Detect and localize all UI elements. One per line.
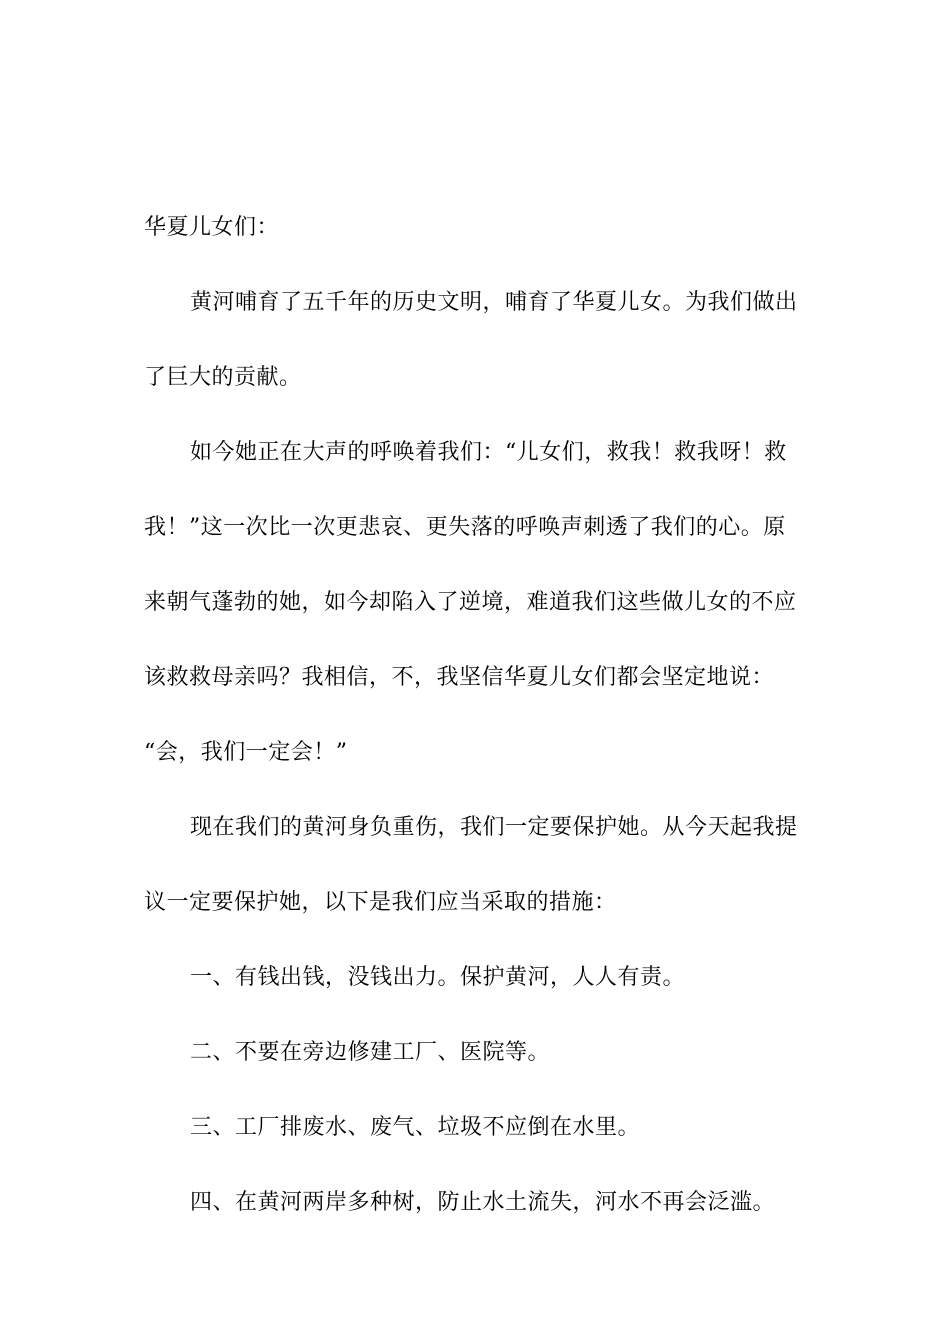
salutation-line: 华夏儿女们： (144, 215, 280, 240)
paragraph-line: 了巨大的贡献。 (144, 365, 302, 390)
list-item-3: 三、工厂排废水、废气、垃圾不应倒在水里。 (190, 1115, 641, 1140)
paragraph-line: “会，我们一定会！” (144, 740, 348, 765)
paragraph-line: 我！”这一次比一次更悲哀、更失落的呼唤声刺透了我们的心。原 (144, 515, 786, 540)
list-item-2: 二、不要在旁边修建工厂、医院等。 (190, 1040, 551, 1065)
list-item-1: 一、有钱出钱，没钱出力。保护黄河，人人有责。 (190, 965, 686, 990)
paragraph-line: 现在我们的黄河身负重伤，我们一定要保护她。从今天起我提 (190, 815, 798, 840)
paragraph-line: 议一定要保护她，以下是我们应当采取的措施： (144, 890, 617, 915)
paragraph-line: 该救救母亲吗？我相信，不，我坚信华夏儿女们都会坚定地说： (144, 665, 775, 690)
paragraph-line: 如今她正在大声的呼唤着我们：“儿女们，救我！救我呀！救 (190, 440, 787, 465)
list-item-4: 四、在黄河两岸多种树，防止水土流失，河水不再会泛滥。 (190, 1190, 776, 1215)
paragraph-line: 黄河哺育了五千年的历史文明，哺育了华夏儿女。为我们做出 (190, 290, 798, 315)
paragraph-line: 来朝气蓬勃的她，如今却陷入了逆境，难道我们这些做儿女的不应 (144, 590, 797, 615)
